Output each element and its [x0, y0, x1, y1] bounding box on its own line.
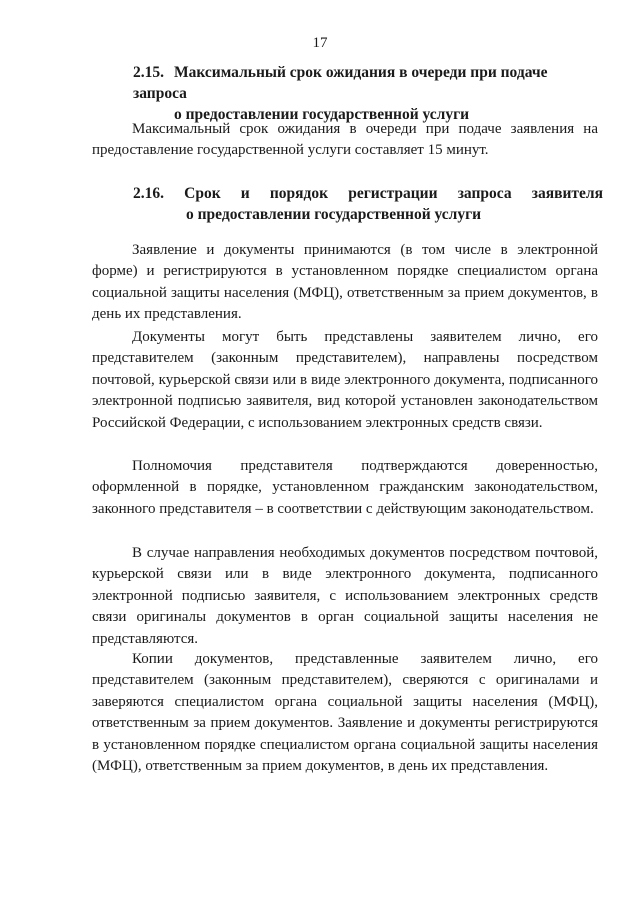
section-2-16-heading-line1 [133, 183, 603, 204]
section-2-15-heading [133, 62, 603, 125]
section-2-15-paragraph: Максимальный срок ожидания в очереди при подаче заявления на предоставление государственной услуги составляет 15 минут. [92, 121, 598, 159]
section-2-16-title-word: регистрации [348, 185, 438, 202]
section-2-16-title-word: и [240, 185, 250, 202]
section-2-16-title-word: порядок [269, 185, 329, 202]
section-2-16-paragraph-4: В случае направления необходимых документов посредством почтовой, курьерской связи или в виде электронного документа, подписанного электронной подписью заявителя, с использованием электронных средств связи оригиналы документов в орган социальной защиты населения не представляются. [92, 545, 598, 647]
section-2-16-paragraph-3: Полномочия представителя подтверждаются доверенностью, оформленной в порядке, установленном гражданским законодательством, законного представителя – в соответствии с действующим законодательством. [92, 458, 598, 517]
section-2-16-title-line2: о предоставлении государственной услуги [186, 206, 482, 223]
section-2-16-number: 2.16. [133, 185, 164, 202]
section-2-16-title-word: Срок [184, 185, 221, 202]
section-2-15-title-line2: о предоставлении государственной услуги [174, 106, 470, 123]
section-2-15-heading-line1 [133, 62, 603, 104]
section-2-16-heading [133, 183, 603, 225]
section-2-16-title-word: запроса [457, 185, 512, 202]
section-2-16-title-word: заявителя [531, 185, 603, 202]
section-2-16-paragraph-2: Документы могут быть представлены заявителем лично, его представителем (законным представителем), направлены посредством почтовой, курьерской связи или в виде электронного документа, подписанного электронной подписью заявителя, вид которой установлен законодательством Российской Федерации, с использованием электронных средств связи. [92, 329, 598, 431]
section-2-16-paragraph-5: Копии документов, представленные заявителем лично, его представителем (законным представителем), сверяются с оригиналами и заверяются специалистом органа социальной защиты населения (МФЦ), ответственным за прием документов. Заявление и документы регистрируются в установленном порядке специалистом органа социальной защиты населения (МФЦ), ответственным за прием документов, в день их представления. [92, 651, 598, 775]
section-2-15-title-line1: Максимальный срок ожидания в очереди при подаче запроса [133, 64, 548, 102]
section-2-15-number: 2.15. [133, 64, 164, 81]
page-number: 17 [312, 35, 328, 51]
section-2-16-paragraph-1: Заявление и документы принимаются (в том числе в электронной форме) и регистрируются в установленном порядке специалистом органа социальной защиты населения (МФЦ), ответственным за прием документов, в день их представления. [92, 242, 598, 323]
